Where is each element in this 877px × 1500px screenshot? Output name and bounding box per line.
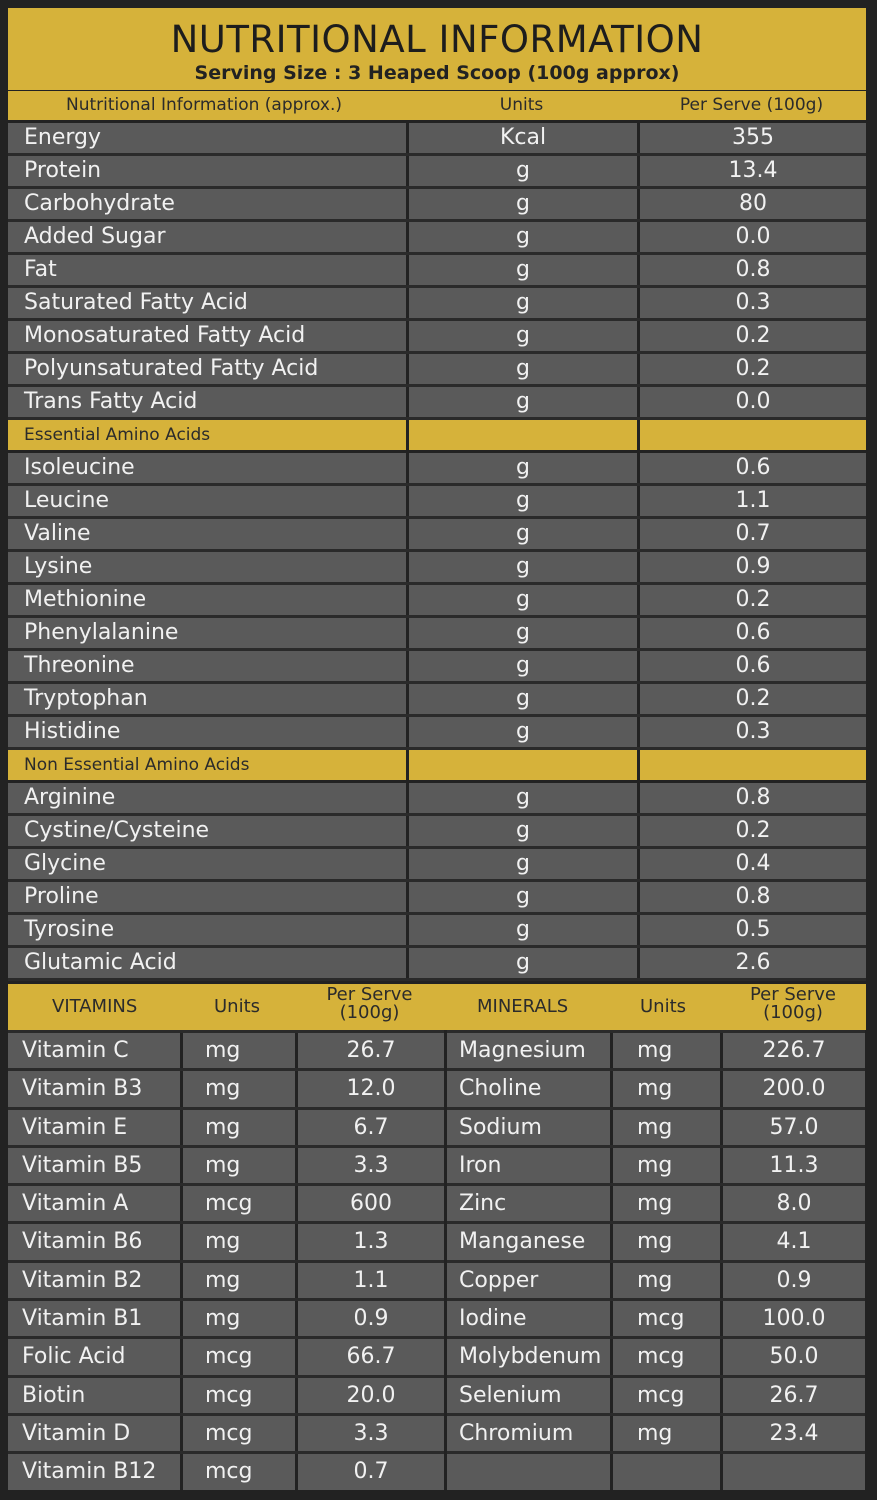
nutrient-value: 0.9	[640, 552, 866, 582]
nutrient-name: Carbohydrate	[8, 189, 406, 219]
nutrient-value: 0.6	[640, 453, 866, 483]
nutrient-unit: g	[409, 948, 637, 978]
vitamin-row	[8, 1221, 444, 1259]
nutrient-unit: g	[409, 255, 637, 285]
mineral-name: Sodium	[447, 1110, 610, 1145]
nutrient-value: 0.7	[640, 519, 866, 549]
nutrient-name: Glycine	[8, 849, 406, 879]
mineral-name: Chromium	[447, 1416, 610, 1451]
mineral-value: 100.0	[723, 1301, 865, 1336]
nutrient-unit: g	[409, 288, 637, 318]
non-essential-amino-acids-header	[8, 750, 866, 783]
mineral-value: 200.0	[723, 1071, 865, 1106]
essential-amino-acid-row	[8, 618, 866, 651]
nutrient-value: 0.2	[640, 321, 866, 351]
essential-amino-acids-section	[8, 453, 866, 750]
nutrient-unit: g	[409, 387, 637, 417]
nutrient-name: Saturated Fatty Acid	[8, 288, 406, 318]
vitamins-minerals-header	[8, 984, 866, 1030]
mineral-unit: mg	[613, 1224, 720, 1259]
mineral-unit: mcg	[613, 1378, 720, 1413]
minerals-column	[447, 1030, 865, 1490]
essential-amino-acids-header	[8, 420, 866, 453]
vitamin-unit: mg	[183, 1224, 295, 1259]
vitamins-units-header: Units	[214, 996, 261, 1017]
vitamin-name: Vitamin B6	[8, 1224, 180, 1259]
nutrient-unit: g	[409, 585, 637, 615]
nutrient-name: Proline	[8, 882, 406, 912]
mineral-row	[447, 1413, 865, 1451]
vitamin-name: Biotin	[8, 1378, 180, 1413]
mineral-value: 57.0	[723, 1110, 865, 1145]
mineral-name: Selenium	[447, 1378, 610, 1413]
nutrient-value: 0.4	[640, 849, 866, 879]
nutrient-name: Trans Fatty Acid	[8, 387, 406, 417]
macro-row	[8, 387, 866, 420]
vitamin-unit: mcg	[183, 1416, 295, 1451]
mineral-unit: mg	[613, 1416, 720, 1451]
mineral-name: Choline	[447, 1071, 610, 1106]
essential-amino-acid-row	[8, 486, 866, 519]
mineral-value: 11.3	[723, 1148, 865, 1183]
macro-row	[8, 222, 866, 255]
vitamin-name: Vitamin B1	[8, 1301, 180, 1336]
nutrient-unit: g	[409, 849, 637, 879]
nutrient-name: Threonine	[8, 651, 406, 681]
nutrient-value: 0.3	[640, 717, 866, 747]
non-essential-amino-acid-row	[8, 948, 866, 981]
vitamin-unit: mg	[183, 1033, 295, 1068]
nutrient-name: Phenylalanine	[8, 618, 406, 648]
section-label: Non Essential Amino Acids	[8, 750, 406, 780]
mineral-row	[447, 1183, 865, 1221]
nutrient-name: Tryptophan	[8, 684, 406, 714]
vitamins-per-serve-header: Per Serve (100g)	[326, 984, 413, 1023]
vitamin-unit: mg	[183, 1263, 295, 1298]
nutrient-unit: g	[409, 882, 637, 912]
vitamin-value: 6.7	[298, 1110, 444, 1145]
essential-amino-acid-row	[8, 453, 866, 486]
nutrient-value: 0.8	[640, 255, 866, 285]
nutrient-value: 0.2	[640, 585, 866, 615]
mineral-unit	[613, 1454, 720, 1489]
nutrient-name: Cystine/Cysteine	[8, 816, 406, 846]
vitamin-unit: mg	[183, 1110, 295, 1145]
nutrient-unit: g	[409, 783, 637, 813]
mineral-name: Iron	[447, 1148, 610, 1183]
nutrient-unit: g	[409, 222, 637, 252]
vitamin-row	[8, 1030, 444, 1068]
nutrient-unit: g	[409, 717, 637, 747]
vitamin-unit: mg	[183, 1301, 295, 1336]
nutrient-name: Leucine	[8, 486, 406, 516]
nutrient-name: Energy	[8, 123, 406, 153]
section-label: Essential Amino Acids	[8, 420, 406, 450]
vitamin-row	[8, 1145, 444, 1183]
mineral-value: 0.9	[723, 1263, 865, 1298]
mineral-name	[447, 1454, 610, 1489]
minerals-units-header: Units	[640, 996, 687, 1017]
essential-amino-acid-row	[8, 651, 866, 684]
vitamin-row	[8, 1260, 444, 1298]
mineral-row	[447, 1107, 865, 1145]
nutrient-value: 0.8	[640, 783, 866, 813]
mineral-unit: mg	[613, 1263, 720, 1298]
nutrient-value: 2.6	[640, 948, 866, 978]
mineral-unit: mcg	[613, 1339, 720, 1374]
non-essential-amino-acid-row	[8, 816, 866, 849]
mineral-row	[447, 1068, 865, 1106]
vitamin-value: 3.3	[298, 1148, 444, 1183]
vitamin-name: Vitamin B5	[8, 1148, 180, 1183]
mineral-unit: mg	[613, 1110, 720, 1145]
vitamin-name: Vitamin B12	[8, 1454, 180, 1489]
page-title: NUTRITIONAL INFORMATION	[170, 18, 704, 61]
vitamin-value: 66.7	[298, 1339, 444, 1374]
nutrient-unit: g	[409, 354, 637, 384]
vitamin-unit: mcg	[183, 1339, 295, 1374]
serving-size: Serving Size : 3 Heaped Scoop (100g approx)	[194, 62, 680, 84]
essential-amino-acid-row	[8, 717, 866, 750]
vitamin-row	[8, 1107, 444, 1145]
mineral-value: 50.0	[723, 1339, 865, 1374]
mineral-name: Iodine	[447, 1301, 610, 1336]
mineral-unit: mg	[613, 1148, 720, 1183]
nutrient-value: 355	[640, 123, 866, 153]
per-serve-column-header: Per Serve (100g)	[679, 95, 824, 115]
vitamin-value: 26.7	[298, 1033, 444, 1068]
nutrient-unit: g	[409, 816, 637, 846]
nutrient-column-header: Nutritional Information (approx.)	[66, 95, 343, 115]
nutrient-value: 0.3	[640, 288, 866, 318]
nutrient-value: 0.0	[640, 387, 866, 417]
nutrient-unit: g	[409, 156, 637, 186]
mineral-row	[447, 1145, 865, 1183]
mineral-row	[447, 1298, 865, 1336]
vitamin-row	[8, 1451, 444, 1489]
macro-row	[8, 189, 866, 222]
nutrient-value: 0.5	[640, 915, 866, 945]
nutrient-unit: g	[409, 321, 637, 351]
non-essential-amino-acid-row	[8, 915, 866, 948]
macros-section	[8, 123, 866, 420]
essential-amino-acid-row	[8, 552, 866, 585]
nutrient-name: Lysine	[8, 552, 406, 582]
nutrient-name: Methionine	[8, 585, 406, 615]
vitamins-minerals-table	[8, 1030, 866, 1490]
mineral-row	[447, 1375, 865, 1413]
vitamin-value: 20.0	[298, 1378, 444, 1413]
mineral-name: Manganese	[447, 1224, 610, 1259]
non-essential-amino-acids-section	[8, 783, 866, 981]
mineral-row	[447, 1221, 865, 1259]
mineral-row	[447, 1336, 865, 1374]
mineral-unit: mg	[613, 1033, 720, 1068]
nutrient-unit: g	[409, 189, 637, 219]
label-header	[8, 8, 866, 90]
nutrient-name: Histidine	[8, 717, 406, 747]
vitamins-column-header: VITAMINS	[52, 996, 138, 1017]
nutrition-table	[8, 91, 866, 981]
nutrient-name: Tyrosine	[8, 915, 406, 945]
non-essential-amino-acid-row	[8, 849, 866, 882]
vitamin-name: Vitamin B3	[8, 1071, 180, 1106]
vitamin-row	[8, 1298, 444, 1336]
vitamin-row	[8, 1336, 444, 1374]
nutrient-value: 0.2	[640, 816, 866, 846]
vitamin-value: 1.1	[298, 1263, 444, 1298]
vitamin-unit: mcg	[183, 1454, 295, 1489]
nutrient-value: 0.2	[640, 354, 866, 384]
vitamin-value: 1.3	[298, 1224, 444, 1259]
mineral-value: 4.1	[723, 1224, 865, 1259]
nutrient-name: Added Sugar	[8, 222, 406, 252]
vitamin-name: Vitamin D	[8, 1416, 180, 1451]
essential-amino-acid-row	[8, 519, 866, 552]
vitamin-name: Vitamin A	[8, 1186, 180, 1221]
mineral-unit: mg	[613, 1071, 720, 1106]
vitamin-name: Vitamin E	[8, 1110, 180, 1145]
mineral-name: Zinc	[447, 1186, 610, 1221]
nutrient-value: 0.6	[640, 618, 866, 648]
nutrient-name: Glutamic Acid	[8, 948, 406, 978]
nutrient-name: Fat	[8, 255, 406, 285]
macro-row	[8, 156, 866, 189]
nutrient-value: 0.2	[640, 684, 866, 714]
nutrient-unit: g	[409, 486, 637, 516]
minerals-column-header: MINERALS	[477, 996, 569, 1017]
nutrient-value: 1.1	[640, 486, 866, 516]
table-header-row	[8, 91, 866, 123]
vitamin-row	[8, 1183, 444, 1221]
non-essential-amino-acid-row	[8, 882, 866, 915]
mineral-name: Magnesium	[447, 1033, 610, 1068]
macro-row	[8, 255, 866, 288]
essential-amino-acid-row	[8, 585, 866, 618]
vitamin-name: Vitamin C	[8, 1033, 180, 1068]
macro-row	[8, 321, 866, 354]
nutrient-name: Valine	[8, 519, 406, 549]
mineral-unit: mcg	[613, 1301, 720, 1336]
vitamin-unit: mcg	[183, 1186, 295, 1221]
vitamin-value: 0.7	[298, 1454, 444, 1489]
mineral-row	[447, 1451, 865, 1489]
vitamin-row	[8, 1413, 444, 1451]
mineral-value: 23.4	[723, 1416, 865, 1451]
vitamin-row	[8, 1375, 444, 1413]
nutrient-unit: g	[409, 618, 637, 648]
nutrient-unit: g	[409, 684, 637, 714]
nutrient-unit: g	[409, 552, 637, 582]
vitamin-unit: mg	[183, 1148, 295, 1183]
minerals-per-serve-header: Per Serve (100g)	[749, 984, 837, 1023]
vitamins-column	[8, 1030, 444, 1490]
essential-amino-acid-row	[8, 684, 866, 717]
nutrient-unit: g	[409, 519, 637, 549]
vitamin-value: 0.9	[298, 1301, 444, 1336]
mineral-name: Molybdenum	[447, 1339, 610, 1374]
macro-row	[8, 354, 866, 387]
mineral-value: 226.7	[723, 1033, 865, 1068]
vitamin-unit: mg	[183, 1071, 295, 1106]
non-essential-amino-acid-row	[8, 783, 866, 816]
vitamin-name: Vitamin B2	[8, 1263, 180, 1298]
mineral-value: 26.7	[723, 1378, 865, 1413]
vitamin-unit: mcg	[183, 1378, 295, 1413]
mineral-unit: mg	[613, 1186, 720, 1221]
vitamin-value: 600	[298, 1186, 444, 1221]
mineral-name: Copper	[447, 1263, 610, 1298]
nutrient-value: 0.0	[640, 222, 866, 252]
nutrient-name: Protein	[8, 156, 406, 186]
macro-row	[8, 288, 866, 321]
nutrient-unit: g	[409, 915, 637, 945]
mineral-row	[447, 1260, 865, 1298]
vitamin-name: Folic Acid	[8, 1339, 180, 1374]
mineral-value: 8.0	[723, 1186, 865, 1221]
nutrient-unit: Kcal	[409, 123, 637, 153]
vitamin-value: 12.0	[298, 1071, 444, 1106]
vitamin-value: 3.3	[298, 1416, 444, 1451]
mineral-value	[723, 1454, 865, 1489]
nutrient-name: Isoleucine	[8, 453, 406, 483]
nutrient-name: Monosaturated Fatty Acid	[8, 321, 406, 351]
macro-row	[8, 123, 866, 156]
nutrient-unit: g	[409, 651, 637, 681]
vitamin-row	[8, 1068, 444, 1106]
nutrient-value: 80	[640, 189, 866, 219]
mineral-row	[447, 1030, 865, 1068]
nutrient-value: 0.8	[640, 882, 866, 912]
units-column-header: Units	[499, 95, 544, 115]
nutrient-value: 13.4	[640, 156, 866, 186]
nutrient-name: Polyunsaturated Fatty Acid	[8, 354, 406, 384]
nutrient-value: 0.6	[640, 651, 866, 681]
nutrient-unit: g	[409, 453, 637, 483]
nutrient-name: Arginine	[8, 783, 406, 813]
